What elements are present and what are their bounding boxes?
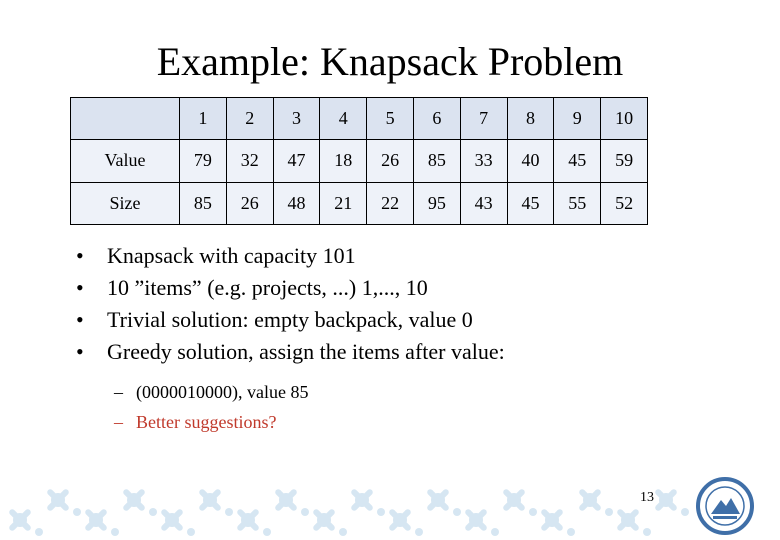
bullet-text: 10 ”items” (e.g. projects, ...) 1,..., 10 bbox=[107, 275, 428, 300]
page-number: 13 bbox=[640, 490, 654, 505]
table-cell: 22 bbox=[367, 182, 414, 224]
bullet-item bbox=[76, 272, 505, 304]
bullet-dot-icon: • bbox=[76, 243, 84, 268]
table-cell: 52 bbox=[601, 182, 648, 224]
university-logo-icon bbox=[695, 476, 755, 536]
bullet-dot-icon: • bbox=[76, 307, 84, 332]
table-cell: 95 bbox=[413, 182, 460, 224]
slide-title: Example: Knapsack Problem bbox=[156, 39, 624, 84]
bullet-item bbox=[76, 240, 505, 272]
table-row-value bbox=[71, 140, 648, 182]
table-header-cell: 7 bbox=[460, 98, 507, 140]
table-header-row bbox=[71, 98, 648, 140]
sub-bullet-text: Better suggestions? bbox=[136, 412, 277, 432]
bullet-dot-icon: • bbox=[76, 275, 84, 300]
bullet-dot-icon: • bbox=[76, 339, 84, 364]
table-header-cell: 2 bbox=[226, 98, 273, 140]
table-cell: 33 bbox=[460, 140, 507, 182]
sub-bullet-item-highlight bbox=[114, 407, 308, 437]
table-header-cell: 5 bbox=[367, 98, 414, 140]
dash-icon: – bbox=[114, 382, 123, 402]
table-header-cell: 9 bbox=[554, 98, 601, 140]
table-cell: 79 bbox=[180, 140, 227, 182]
table-cell: 45 bbox=[554, 140, 601, 182]
decorative-pattern bbox=[0, 470, 700, 540]
table-header-cell: 10 bbox=[601, 98, 648, 140]
table-cell: 48 bbox=[273, 182, 320, 224]
sub-bullet-item bbox=[114, 377, 308, 407]
row-label-size: Size bbox=[71, 182, 180, 224]
table-cell: 18 bbox=[320, 140, 367, 182]
table-cell: 85 bbox=[180, 182, 227, 224]
table-cell: 45 bbox=[507, 182, 554, 224]
table-header-cell: 6 bbox=[413, 98, 460, 140]
table-cell: 59 bbox=[601, 140, 648, 182]
table-corner-cell bbox=[71, 98, 180, 140]
bullet-item bbox=[76, 304, 505, 336]
bullet-text: Greedy solution, assign the items after value: bbox=[107, 339, 505, 364]
bullet-text: Knapsack with capacity 101 bbox=[107, 243, 356, 268]
dash-icon: – bbox=[114, 412, 123, 432]
bullet-list bbox=[76, 240, 505, 368]
table-cell: 55 bbox=[554, 182, 601, 224]
sub-bullet-list bbox=[114, 377, 308, 437]
table-header-cell: 8 bbox=[507, 98, 554, 140]
table-header-cell: 4 bbox=[320, 98, 367, 140]
table-cell: 47 bbox=[273, 140, 320, 182]
sub-bullet-text: (0000010000), value 85 bbox=[136, 382, 309, 402]
table-cell: 26 bbox=[367, 140, 414, 182]
table-cell: 40 bbox=[507, 140, 554, 182]
table-cell: 32 bbox=[226, 140, 273, 182]
table-cell: 85 bbox=[413, 140, 460, 182]
table-header-cell: 3 bbox=[273, 98, 320, 140]
bullet-text: Trivial solution: empty backpack, value 0 bbox=[107, 307, 473, 332]
table-header-cell: 1 bbox=[180, 98, 227, 140]
table-cell: 43 bbox=[460, 182, 507, 224]
table-cell: 21 bbox=[320, 182, 367, 224]
table-row-size bbox=[71, 182, 648, 224]
bullet-item bbox=[76, 336, 505, 368]
row-label-value: Value bbox=[71, 140, 180, 182]
table-cell: 26 bbox=[226, 182, 273, 224]
knapsack-table bbox=[70, 97, 648, 225]
